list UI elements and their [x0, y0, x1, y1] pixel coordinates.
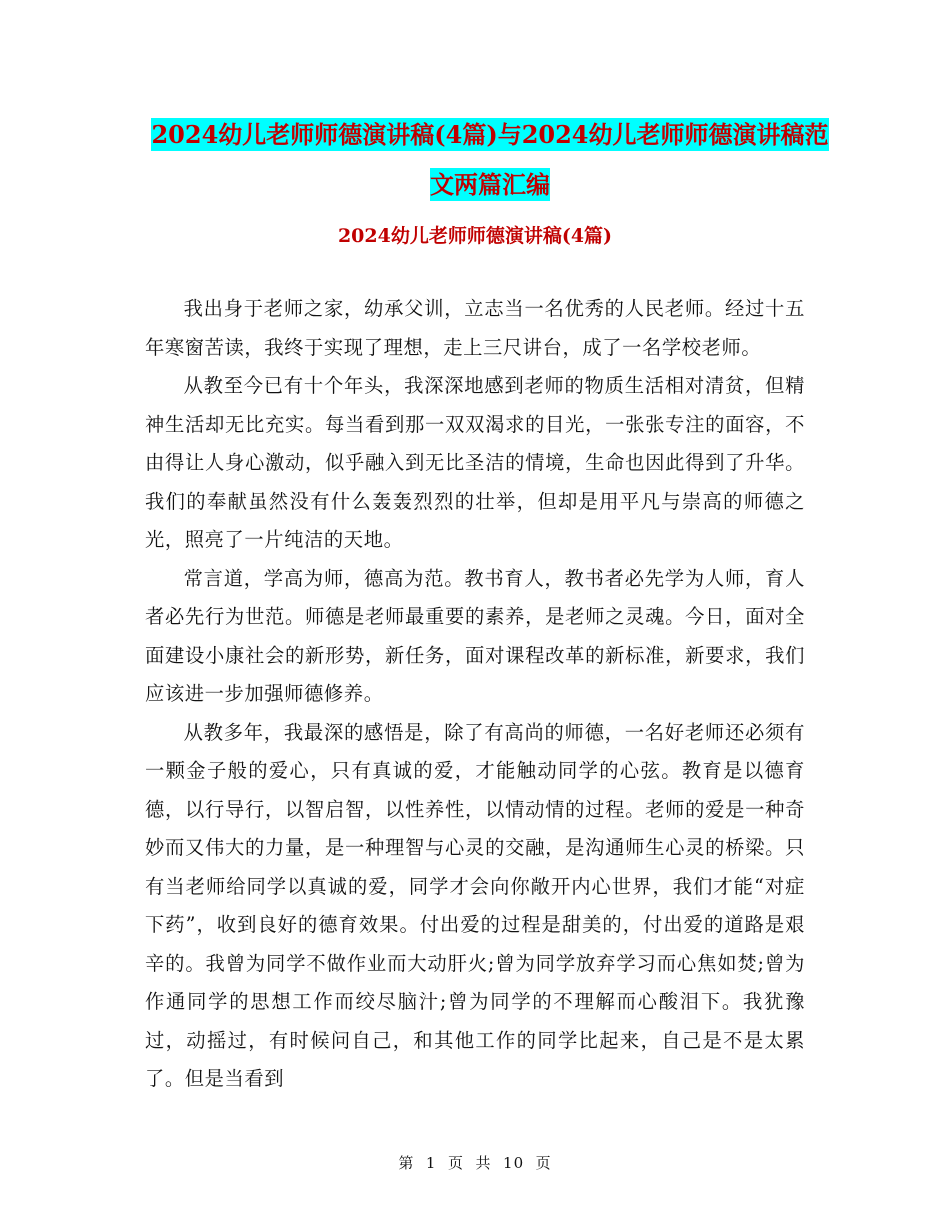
paragraph-1: 我出身于老师之家，幼承父训，立志当一名优秀的人民老师。经过十五年寒窗苦读，我终于实现了理想，走上三尺讲台，成了一名学校老师。: [145, 297, 805, 359]
paragraph-2: 从教至今已有十个年头，我深深地感到老师的物质生活相对清贫，但精神生活却无比充实。每当看到那一双双渴求的目光，一张张专注的面容，不由得让人身心激动，似乎融入到无比圣洁的情境，生命也因此得到了升华。我们的奉献虽然没有什么轰轰烈烈的壮举，但却是用平凡与崇高的师德之光，照亮了一片纯洁的天地。: [145, 374, 805, 551]
page-number: 第 1 页 共 10 页: [398, 1154, 552, 1172]
page-footer: [0, 1152, 950, 1173]
document-title-highlight: 2024幼儿老师师德演讲稿(4篇)与2024幼儿老师师德演讲稿范文两篇汇编: [151, 120, 829, 199]
section-title: 2024幼儿老师师德演讲稿(4篇): [337, 225, 613, 247]
paragraph-4: 从教多年，我最深的感悟是，除了有高尚的师德，一名好老师还必须有一颗金子般的爱心，只有真诚的爱，才能触动同学的心弦。教育是以德育德，以行导行，以智启智，以性养性，以情动情的过程。老师的爱是一种奇妙而又伟大的力量，是一种理智与心灵的交融，是沟通师生心灵的桥梁。只有当老师给同学以真诚的爱，同学才会向你敞开内心世界，我们才能“对症下药”，收到良好的德育效果。付出爱的过程是甜美的，付出爱的道路是艰辛的。我曾为同学不做作业而大动肝火;曾为同学放弃学习而心焦如焚;曾为作通同学的思想工作而绞尽脑汁;曾为同学的不理解而心酸泪下。我犹豫过，动摇过，有时候问自己，和其他工作的同学比起来，自己是不是太累了。但是当看到: [145, 720, 805, 1090]
paragraph-3: 常言道，学高为师，德高为范。教书育人，教书者必先学为人师，育人者必先行为世范。师德是老师最重要的素养，是老师之灵魂。今日，面对全面建设小康社会的新形势，新任务，面对课程改革的新标准，新要求，我们应该进一步加强师德修养。: [145, 566, 805, 705]
document-title: [150, 110, 830, 210]
document-body: [145, 290, 805, 1099]
